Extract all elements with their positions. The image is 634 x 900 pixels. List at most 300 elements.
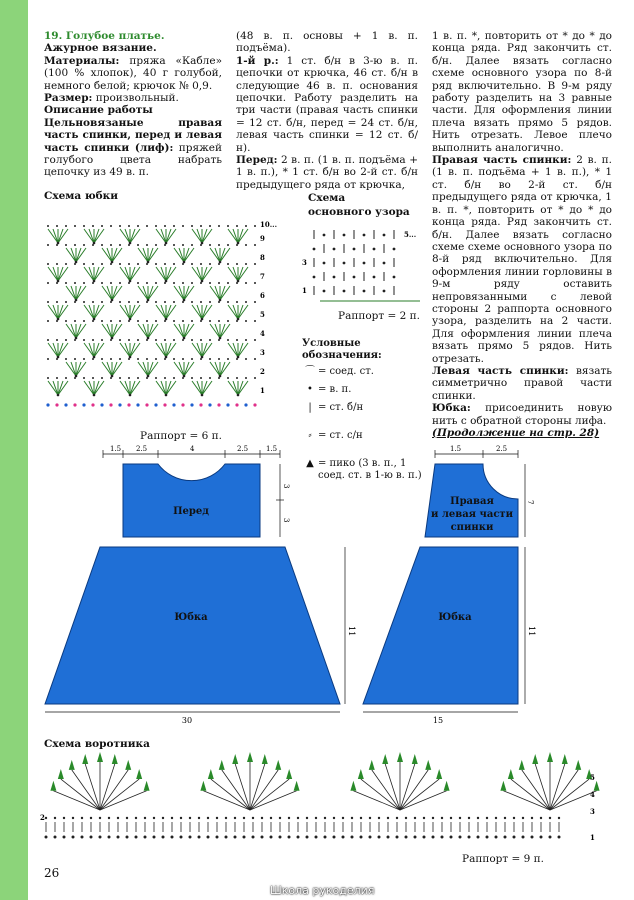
- main-stitch-diagram: [300, 225, 425, 305]
- chain-dot: [218, 225, 220, 227]
- chain-dot: [101, 225, 103, 227]
- stitch-mark: [130, 229, 135, 243]
- stitch-mark: [148, 362, 153, 376]
- stitch-mark: [84, 343, 94, 357]
- stitch-mark: [179, 362, 184, 376]
- stitch-mark: [233, 267, 238, 281]
- picot-mark: [97, 752, 103, 762]
- stitch-mark: [89, 267, 94, 281]
- stitch-mark: [184, 286, 189, 300]
- chain-dot: [162, 817, 164, 819]
- chain-dot: [47, 339, 49, 341]
- stitch-mark: [228, 229, 238, 243]
- base-dot: [46, 403, 49, 406]
- chain-dot: [254, 244, 256, 246]
- skirt-row-number: 5: [260, 310, 265, 319]
- chain-dot: [92, 339, 94, 341]
- stitch-mark: [220, 324, 230, 338]
- stitch-mark: [156, 267, 166, 281]
- chain-dot: [137, 301, 139, 303]
- stitch-mark: [76, 362, 86, 376]
- base-chain-dot: [279, 836, 282, 839]
- stitch-mark: [197, 267, 202, 281]
- base-chain-dot: [549, 836, 552, 839]
- stitch-mark: [58, 267, 63, 281]
- chain-dot: [63, 817, 65, 819]
- picot-mark: [136, 769, 142, 779]
- chain-dot: [313, 276, 316, 279]
- base-chain-dot: [432, 836, 435, 839]
- stitch-mark: [166, 343, 176, 357]
- chain-dot: [126, 817, 128, 819]
- chain-dot: [92, 225, 94, 227]
- stitch-dot: [183, 261, 186, 264]
- stitch-mark: [148, 248, 153, 262]
- stitch-dot: [165, 356, 168, 359]
- chain-dot: [254, 282, 256, 284]
- stitch-mark: [53, 381, 58, 395]
- bodice-label: Цельновязаные правая часть спинки, перед и левая часть спинки (лиф):: [44, 116, 222, 154]
- chain-dot: [155, 282, 157, 284]
- base-chain-dot: [117, 836, 120, 839]
- stitch-mark: [120, 267, 130, 281]
- base-chain-dot: [360, 836, 363, 839]
- chain-dot: [353, 248, 356, 251]
- stitch-mark: [161, 229, 166, 243]
- stitch-mark: [53, 229, 58, 243]
- stitch-mark: [102, 286, 112, 300]
- stitch-mark: [138, 362, 148, 376]
- chain-dot: [119, 339, 121, 341]
- stitch-mark: [156, 343, 166, 357]
- chain-dot: [72, 817, 74, 819]
- chain-dot: [243, 817, 245, 819]
- picot-mark: [125, 760, 131, 770]
- stitch-dot: [219, 261, 222, 264]
- base-chain-dot: [387, 836, 390, 839]
- base-chain-dot: [468, 836, 471, 839]
- base-chain-dot: [369, 836, 372, 839]
- chain-dot: [146, 339, 148, 341]
- chain-dot: [227, 301, 229, 303]
- stitch-mark: [184, 286, 194, 300]
- main-row-number: 1: [302, 286, 307, 295]
- stitch-mark: [130, 305, 135, 319]
- dim-top-5: 1.5: [266, 445, 278, 453]
- chain-dot: [209, 358, 211, 360]
- chain-dot: [191, 358, 193, 360]
- size-text: произвольный.: [95, 92, 179, 105]
- chain-dot: [173, 301, 175, 303]
- chain-dot: [164, 263, 166, 265]
- base-dot: [235, 403, 238, 406]
- base-dot: [73, 403, 76, 406]
- stitch-mark: [71, 362, 76, 376]
- base-dot: [55, 403, 58, 406]
- chain-dot: [65, 377, 67, 379]
- chain-dot: [450, 817, 452, 819]
- base-chain-dot: [405, 836, 408, 839]
- chain-dot: [47, 282, 49, 284]
- base-chain-dot: [81, 836, 84, 839]
- chain-dot: [209, 225, 211, 227]
- chain-dot: [227, 263, 229, 265]
- chain-dot: [135, 817, 137, 819]
- stitch-mark: [148, 362, 158, 376]
- stitch-mark: [130, 343, 140, 357]
- stitch-mark: [238, 343, 248, 357]
- stitch-mark: [197, 305, 202, 319]
- stitch-mark: [148, 286, 153, 300]
- chain-dot: [209, 377, 211, 379]
- stitch-mark: [228, 381, 238, 395]
- chain-dot: [218, 377, 220, 379]
- chain-dot: [47, 358, 49, 360]
- stitch-mark: [94, 343, 104, 357]
- chain-dot: [540, 817, 542, 819]
- chain-dot: [83, 320, 85, 322]
- chain-dot: [110, 320, 112, 322]
- chain-dot: [245, 263, 247, 265]
- stitch-mark: [58, 267, 68, 281]
- stitch-mark: [166, 381, 176, 395]
- back-dim-bodice: 7: [526, 500, 534, 505]
- legend-item: | = ст. б/н: [302, 402, 422, 414]
- stitch-mark: [125, 381, 130, 395]
- stitch-mark: [130, 267, 140, 281]
- stitch-mark: [130, 343, 135, 357]
- chain-dot: [155, 263, 157, 265]
- chain-dot: [155, 358, 157, 360]
- chain-dot: [363, 262, 366, 265]
- chain-dot: [56, 320, 58, 322]
- chain-dot: [353, 276, 356, 279]
- base-chain-dot: [396, 836, 399, 839]
- stitch-dot: [201, 318, 204, 321]
- stitch-mark: [76, 324, 81, 338]
- chain-dot: [110, 377, 112, 379]
- stitch-mark: [166, 343, 171, 357]
- stitch-mark: [148, 248, 158, 262]
- base-chain-dot: [234, 836, 237, 839]
- base-chain-dot: [306, 836, 309, 839]
- stitch-mark: [66, 286, 76, 300]
- chain-dot: [47, 225, 49, 227]
- chain-dot: [234, 817, 236, 819]
- stitch-mark: [130, 267, 135, 281]
- chain-dot: [218, 282, 220, 284]
- single-crochet-icon: |: [308, 402, 312, 413]
- stitch-mark: [220, 286, 230, 300]
- chain-dot: [270, 817, 272, 819]
- chain-dot: [119, 320, 121, 322]
- base-chain-dot: [252, 836, 255, 839]
- dim-bodice-2: 3: [282, 518, 290, 523]
- base-chain-dot: [225, 836, 228, 839]
- collar-row-number: 4: [590, 790, 595, 799]
- stitch-mark: [125, 267, 130, 281]
- base-chain-dot: [216, 836, 219, 839]
- half-double-crochet-icon: ⸗: [308, 430, 312, 441]
- stitch-mark: [125, 343, 130, 357]
- stitch-mark: [71, 286, 76, 300]
- base-chain-dot: [126, 836, 129, 839]
- chain-dot: [83, 244, 85, 246]
- chain-dot: [182, 358, 184, 360]
- stitch-mark: [192, 267, 202, 281]
- stitch-mark: [161, 343, 166, 357]
- chain-dot: [110, 301, 112, 303]
- stitch-dot: [201, 280, 204, 283]
- base-chain-dot: [63, 836, 66, 839]
- stitch-mark: [228, 267, 238, 281]
- back-label-3: спинки: [450, 522, 494, 533]
- chain-dot: [387, 817, 389, 819]
- stitch-mark: [143, 362, 148, 376]
- chain-dot: [363, 290, 366, 293]
- stitch-mark: [112, 324, 117, 338]
- chain-dot: [47, 263, 49, 265]
- chain-dot: [137, 339, 139, 341]
- chain-dot: [182, 377, 184, 379]
- stitch-dot: [219, 337, 222, 340]
- skirt-text: присоединить новую нить с обратной стороны лифа.: [432, 402, 612, 427]
- collar-stitch: [250, 779, 289, 810]
- chain-dot: [306, 817, 308, 819]
- chain-dot: [128, 339, 130, 341]
- chain-dot: [137, 244, 139, 246]
- stitch-mark: [192, 305, 202, 319]
- chain-dot: [47, 301, 49, 303]
- stitch-mark: [66, 324, 76, 338]
- picot-mark: [358, 769, 364, 779]
- picot-mark: [425, 760, 431, 770]
- chain-dot: [200, 282, 202, 284]
- chain-dot: [513, 817, 515, 819]
- chain-dot: [373, 276, 376, 279]
- chain-dot: [191, 320, 193, 322]
- chain-dot: [47, 320, 49, 322]
- stitch-mark: [238, 229, 248, 243]
- chain-dot: [101, 244, 103, 246]
- skirt-repeat-label: Раппорт = 6 п.: [140, 430, 223, 442]
- chain-dot: [323, 262, 326, 265]
- stitch-mark: [192, 343, 202, 357]
- chain-dot: [236, 263, 238, 265]
- chain-dot: [182, 244, 184, 246]
- chain-dot: [245, 377, 247, 379]
- stitch-mark: [156, 381, 166, 395]
- stitch-dot: [93, 242, 96, 245]
- base-chain-dot: [198, 836, 201, 839]
- chain-dot: [155, 339, 157, 341]
- chain-dot: [209, 339, 211, 341]
- front-skirt-label: Юбка: [174, 612, 208, 623]
- stitch-mark: [166, 267, 176, 281]
- stitch-mark: [94, 381, 99, 395]
- chain-dot: [137, 320, 139, 322]
- stitch-mark: [112, 324, 122, 338]
- base-chain-dot: [144, 836, 147, 839]
- chain-dot: [396, 817, 398, 819]
- chain-dot: [101, 358, 103, 360]
- chain-dot: [119, 225, 121, 227]
- picot-mark: [275, 760, 281, 770]
- stitch-mark: [174, 324, 184, 338]
- chain-dot: [137, 263, 139, 265]
- back-pattern-diagram: [360, 442, 540, 727]
- stitch-mark: [179, 248, 184, 262]
- base-dot: [172, 403, 175, 406]
- left-back-text: вязать симметрично правой части спинки.: [432, 364, 612, 402]
- stitch-mark: [58, 381, 68, 395]
- stitch-mark: [89, 305, 94, 319]
- chain-dot: [146, 225, 148, 227]
- stitch-dot: [93, 280, 96, 283]
- skirt-row-number: 2: [260, 367, 265, 376]
- stitch-dot: [147, 375, 150, 378]
- chain-dot: [56, 339, 58, 341]
- picot-mark: [247, 752, 253, 762]
- stitch-dot: [93, 394, 96, 397]
- front-bodice-shape: [123, 464, 260, 537]
- chain-dot: [117, 817, 119, 819]
- skirt-label-text: Юбка:: [432, 402, 471, 415]
- stitch-mark: [112, 362, 122, 376]
- chain-dot: [164, 244, 166, 246]
- chain-dot: [558, 817, 560, 819]
- chain-dot: [128, 320, 130, 322]
- stitch-mark: [202, 305, 207, 319]
- chain-dot: [65, 263, 67, 265]
- stitch-dot: [75, 299, 78, 302]
- stitch-mark: [210, 286, 220, 300]
- stitch-dot: [57, 356, 60, 359]
- legend-item: • = в. п.: [302, 384, 422, 396]
- picot-mark: [532, 754, 538, 764]
- chain-dot: [137, 358, 139, 360]
- chain-dot: [209, 282, 211, 284]
- base-chain-dot: [450, 836, 453, 839]
- front-pattern-diagram: [40, 442, 365, 727]
- stitch-mark: [215, 286, 220, 300]
- stitch-mark: [76, 286, 86, 300]
- base-chain-dot: [189, 836, 192, 839]
- stitch-mark: [94, 343, 99, 357]
- base-chain-dot: [207, 836, 210, 839]
- chain-dot: [245, 282, 247, 284]
- stitch-dot: [111, 261, 114, 264]
- chain-dot: [146, 320, 148, 322]
- stitch-mark: [94, 381, 104, 395]
- stitch-mark: [238, 381, 248, 395]
- chain-dot: [441, 817, 443, 819]
- stitch-mark: [184, 362, 194, 376]
- base-chain-dot: [72, 836, 75, 839]
- base-dot: [226, 403, 229, 406]
- stitch-dot: [201, 356, 204, 359]
- stitch-mark: [179, 324, 184, 338]
- chain-dot: [252, 817, 254, 819]
- stitch-mark: [202, 229, 207, 243]
- chain-dot: [137, 225, 139, 227]
- chain-dot: [531, 817, 533, 819]
- chain-stitch-icon: •: [307, 384, 313, 395]
- picot-mark: [112, 754, 118, 764]
- chain-dot: [155, 225, 157, 227]
- chain-dot: [227, 320, 229, 322]
- base-chain-dot: [315, 836, 318, 839]
- stitch-mark: [120, 229, 130, 243]
- stitch-mark: [202, 343, 207, 357]
- chain-dot: [191, 301, 193, 303]
- stitch-dot: [201, 394, 204, 397]
- front-label: Перед: [173, 506, 209, 517]
- stitch-mark: [48, 343, 58, 357]
- base-dot: [91, 403, 94, 406]
- chain-dot: [101, 377, 103, 379]
- stitch-mark: [197, 343, 202, 357]
- base-chain-dot: [45, 836, 48, 839]
- chain-dot: [200, 358, 202, 360]
- dim-bodice-1: 3: [282, 484, 290, 489]
- stitch-dot: [111, 299, 114, 302]
- stitch-mark: [53, 267, 58, 281]
- stitch-mark: [58, 305, 63, 319]
- stitch-mark: [220, 324, 225, 338]
- stitch-dot: [237, 394, 240, 397]
- row1-label: 1-й р.:: [236, 54, 279, 67]
- stitch-mark: [71, 324, 76, 338]
- stitch-dot: [129, 280, 132, 283]
- chain-dot: [137, 282, 139, 284]
- stitch-dot: [165, 242, 168, 245]
- base-dot: [181, 403, 184, 406]
- base-chain-dot: [342, 836, 345, 839]
- stitch-dot: [129, 242, 132, 245]
- collar-stitch-diagram: [40, 752, 605, 852]
- chain-dot: [173, 339, 175, 341]
- stitch-mark: [125, 305, 130, 319]
- chain-dot: [128, 225, 130, 227]
- stitch-mark: [112, 286, 122, 300]
- chain-dot: [119, 358, 121, 360]
- stitch-mark: [202, 267, 207, 281]
- stitch-mark: [76, 324, 86, 338]
- chain-dot: [92, 301, 94, 303]
- base-chain-dot: [108, 836, 111, 839]
- chain-dot: [209, 244, 211, 246]
- picot-mark: [382, 754, 388, 764]
- chain-dot: [182, 263, 184, 265]
- stitch-mark: [238, 267, 243, 281]
- chain-dot: [47, 377, 49, 379]
- base-chain-dot: [297, 836, 300, 839]
- stitch-mark: [89, 381, 94, 395]
- stitch-mark: [58, 381, 63, 395]
- materials-text: пряжа «Кабле» (100 % хлопок), 40 г голубой, немного белой; крючок № 0,9.: [44, 54, 222, 92]
- chain-dot: [236, 301, 238, 303]
- stitch-mark: [138, 324, 148, 338]
- chain-dot: [333, 817, 335, 819]
- chain-dot: [110, 225, 112, 227]
- picot-mark: [262, 754, 268, 764]
- stitch-mark: [233, 305, 238, 319]
- stitch-mark: [202, 305, 212, 319]
- continued-link[interactable]: (Продолжение на стр. 28): [432, 427, 600, 439]
- chain-dot: [373, 248, 376, 251]
- collar-row-number: 5: [590, 773, 595, 782]
